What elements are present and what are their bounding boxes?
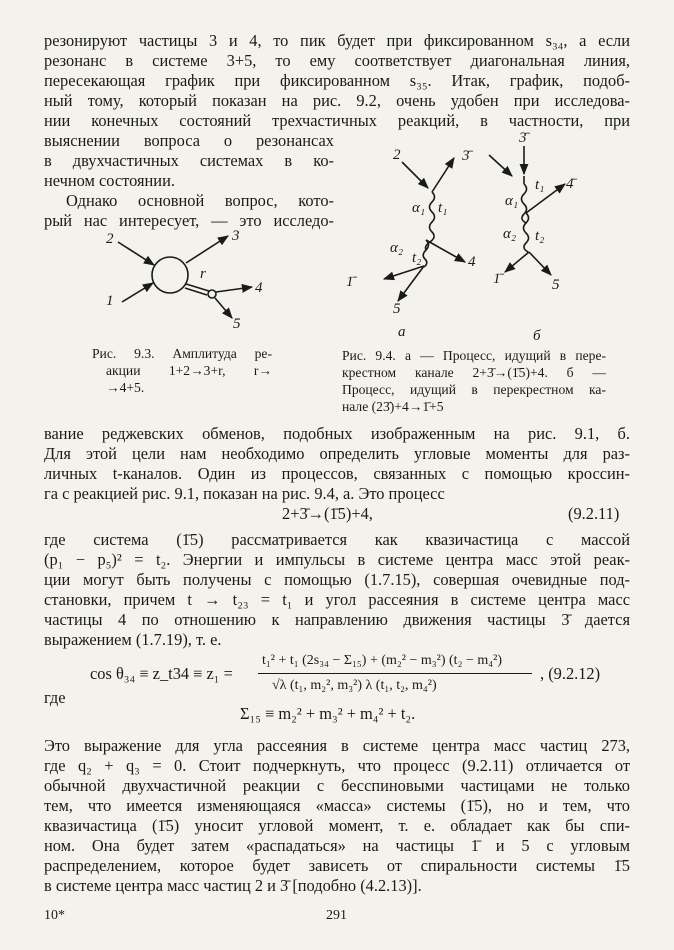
fig94a-label: t₁: [438, 200, 448, 216]
text-line: ции могут быть получены с помощью (1.7.15), совершая очевидные под-: [44, 570, 630, 589]
fig93-label: 1: [106, 293, 114, 309]
line-2: [402, 162, 428, 188]
fig93-label: 4: [255, 280, 263, 296]
fig93-caption-line: Рис. 9.3. Амплитуда ре-: [92, 346, 272, 361]
text-line: выяснении вопроса о резонансах: [44, 131, 334, 150]
text-line: распределением, которое будет зависеть от спиральности системы 1̄5: [44, 856, 630, 875]
line-1bar: [384, 266, 424, 279]
fig93-label: 5: [233, 316, 241, 332]
equation-9-2-12-lhs: cos θ₃₄ ≡ z_t34 ≡ z₁ =: [90, 664, 233, 683]
fig94a-label: а: [398, 324, 406, 340]
fig94a-label: 5: [393, 301, 401, 317]
reggeon-b1: [522, 184, 527, 223]
fig93-caption-line: →4+5.: [106, 380, 145, 395]
text-line: где: [44, 688, 66, 707]
text-line: ный тому, который показан на рис. 9.2, очень удобен при исследова-: [44, 91, 630, 110]
text-line: квазичастица (1̄5) уносит угловой момент, т. е. обладает как бы спи-: [44, 816, 630, 835]
reggeon-b2: [524, 213, 529, 252]
fig94a-label: t₂: [412, 250, 422, 266]
fig94-caption-line: нале (23̄)+4→1̄+5: [342, 399, 444, 414]
text-line: нии конечных состояний трехчастичных реакций, в частности, при: [44, 111, 630, 130]
signature-mark: 10*: [44, 908, 65, 923]
figure-9-3: [118, 236, 252, 318]
text-line: пересекающая график при фиксированном s₃₅. Итак, график, подоб-: [44, 71, 630, 90]
text-line: становки, причем t → t₂₃ = t₁ и угол рассеяния в системе центра масс: [44, 590, 630, 609]
text-line: в двухчастичных системах в ко-: [44, 151, 334, 170]
figure-9-4-b: [489, 146, 565, 275]
equation-9-2-11: 2+3̄→(1̄5)+4,: [282, 504, 373, 523]
text-line: ном. Она будет затем «распадаться» на частицы 1̄ и 5 с угловым: [44, 836, 630, 855]
fig94a-label: 3̄: [462, 148, 470, 164]
fig93-caption-line: акции 1+2→3+r, r→: [106, 363, 272, 378]
text-line: в системе центра масс частиц 2 и 3̄ [подобно (4.2.13)].: [44, 876, 422, 895]
text-line: рый нас интересует, — это исследо-: [44, 211, 334, 230]
text-line: выражением (1.7.19), т. е.: [44, 630, 222, 649]
equation-9-2-12-numerator: t₁² + t₁ (2s₃₄ − Σ₁₅) + (m₂² − m₃²) (t₂ − m₄²): [262, 653, 502, 668]
amplitude-blob: [152, 257, 188, 293]
line-2b: [489, 155, 512, 176]
line-1bar-b: [505, 252, 529, 272]
fig94b-label: б: [533, 328, 541, 344]
decay-vertex: [208, 290, 216, 298]
text-line: (p₁ − p₅)² = t₂. Энергии и импульсы в системе центра масс этой реак-: [44, 550, 630, 569]
particle-2-line: [118, 242, 154, 265]
line-5: [398, 266, 424, 301]
fig93-label: r: [200, 266, 206, 282]
line-4: [426, 240, 465, 262]
equation-9-2-12-denominator: √λ (t₁, m₂², m₃²) λ (t₁, t₂, m₄²): [272, 678, 437, 693]
fig94-caption-line: крестном канале 2+3̄→(1̄5)+4. б —: [342, 365, 606, 380]
text-line: Однако основной вопрос, кото-: [66, 191, 334, 210]
text-line: резонируют частицы 3 и 4, то пик будет при фиксированном s₃₄, а если: [44, 31, 630, 50]
line-3bar: [432, 158, 454, 192]
text-line: личных t-каналов. Один из процессов, связанных с помощью кроссин-: [44, 464, 630, 483]
fig94a-label: α₁: [412, 200, 426, 216]
text-line: га с реакцией рис. 9.1, показан на рис. 9.4, а. Это процесс: [44, 484, 445, 503]
equation-sigma-15: Σ₁₅ ≡ m₂² + m₃² + m₄² + t₂.: [240, 704, 416, 723]
equation-number: , (9.2.12): [540, 664, 601, 683]
particle-5-line: [215, 298, 232, 318]
equation-number: (9.2.11): [568, 504, 620, 523]
text-line: тем, что имеется изменяющаяся «масса» системы (1̄5), но и тем, что: [44, 796, 630, 815]
fig94-caption-line: Процесс, идущий в перекрестном ка-: [342, 382, 606, 397]
fig94b-label: t₁: [535, 177, 545, 193]
line-4bar: [526, 184, 565, 213]
fig94b-label: t₂: [535, 228, 545, 244]
fig94b-label: 3̄: [519, 130, 527, 146]
fig94b-label: 4̄: [566, 176, 574, 192]
reggeon-2: [423, 240, 428, 267]
fig93-label: 2: [106, 231, 114, 247]
fig94b-label: 1̄: [493, 271, 501, 287]
text-line: частицы 4 по отношению к направлению движения частицы 3̄ дается: [44, 610, 630, 629]
fig94a-label: 1̄: [346, 274, 354, 290]
text-line: резонанс в системе 3+5, то ему соответствует диагональная линия,: [44, 51, 630, 70]
particle-4-line: [216, 287, 252, 292]
line-5b: [529, 252, 551, 275]
text-line: Это выражение для угла рассеяния в системе центра масс частиц 273,: [44, 736, 630, 755]
text-line: нечном состоянии.: [44, 171, 175, 190]
fig93-label: 3: [232, 228, 240, 244]
figure-9-4-a: [384, 158, 465, 301]
fraction-bar: [258, 673, 532, 674]
particle-3-line: [186, 236, 228, 263]
fig94-caption-line: Рис. 9.4. а — Процесс, идущий в пере-: [342, 348, 606, 363]
fig94a-label: α₂: [390, 240, 404, 256]
text-line: обычной двухчастичной реакции с бесспиновыми частицами не только: [44, 776, 630, 795]
fig94a-label: 4: [468, 254, 476, 270]
text-line: где система (1̄5) рассматривается как квазичастица с массой: [44, 530, 630, 549]
fig94b-label: α₂: [503, 226, 517, 242]
fig94a-label: 2: [393, 147, 401, 163]
fig94b-label: 5: [552, 277, 560, 293]
page-number: 291: [326, 908, 347, 923]
text-line: Для этой цели нам необходимо определить угловые моменты для раз-: [44, 444, 630, 463]
text-line: вание реджевских обменов, подобных изображенным на рис. 9.1, б.: [44, 424, 630, 443]
particle-1-line: [122, 283, 153, 302]
text-line: где q₂ + q₃ = 0. Стоит подчеркнуть, что процесс (9.2.11) отличается от: [44, 756, 630, 775]
fig94b-label: α₁: [505, 193, 519, 209]
